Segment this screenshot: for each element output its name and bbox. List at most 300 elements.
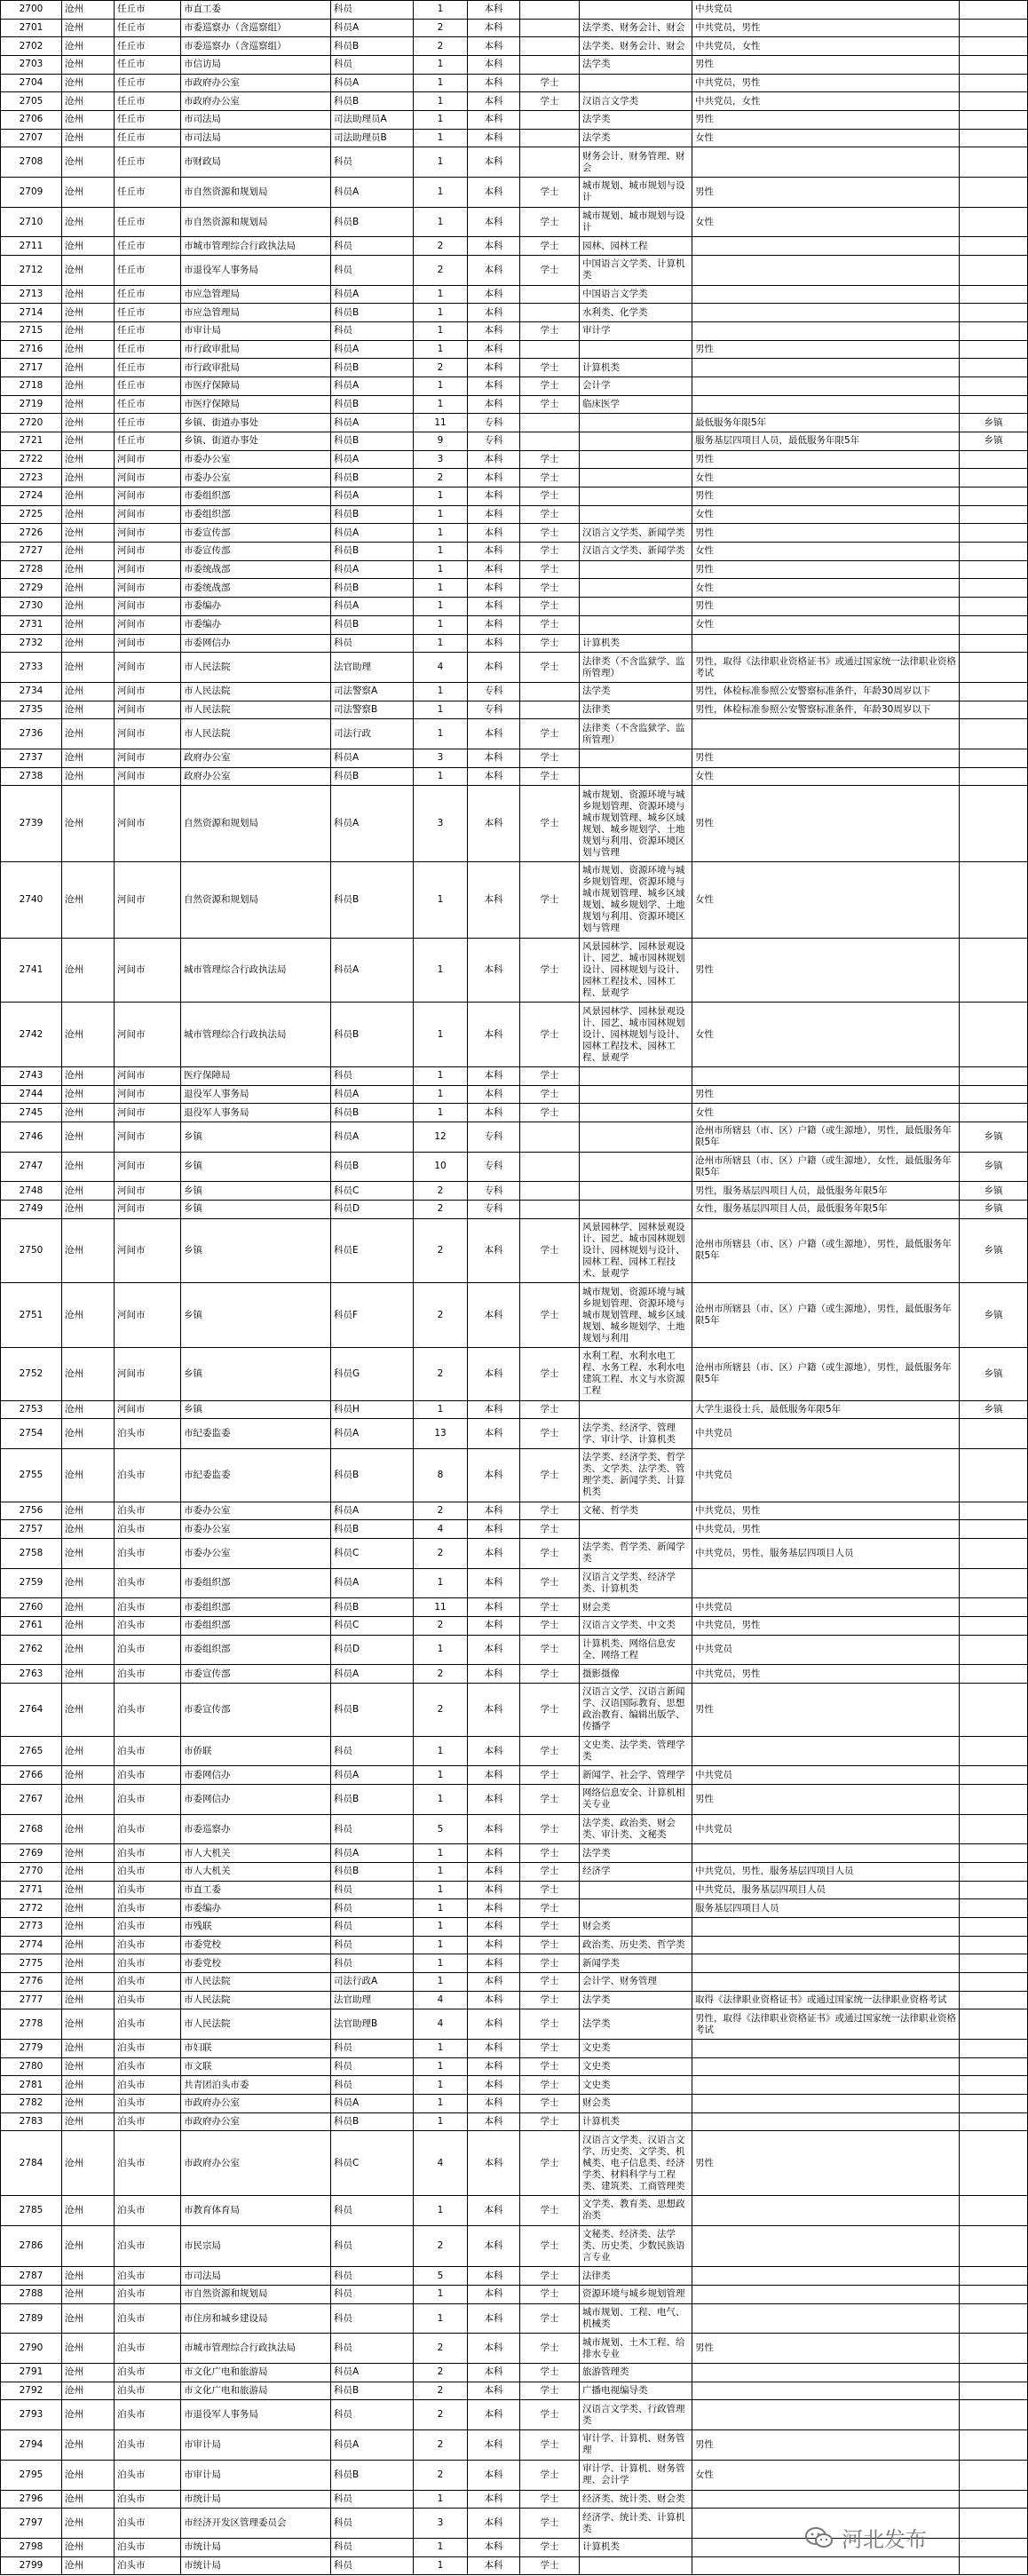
city-cell: 沧州 bbox=[62, 1814, 115, 1844]
table-row bbox=[1, 1936, 1028, 1954]
major-cell bbox=[580, 74, 692, 92]
department-cell: 市委编办 bbox=[181, 598, 331, 616]
department-cell: 乡镇 bbox=[181, 1200, 331, 1218]
education-cell: 专科 bbox=[468, 1200, 520, 1218]
county-cell: 泊头市 bbox=[115, 2303, 181, 2334]
department-cell: 乡镇 bbox=[181, 1182, 331, 1201]
major-cell: 城市规划、资源环境与城乡规划管理、资源环境与城市规划管理、城乡区域规划、城乡规划学、土地规划与利用 bbox=[580, 1283, 692, 1348]
degree-cell: 学士 bbox=[520, 1918, 580, 1937]
level-cell: 乡镇 bbox=[960, 1347, 1028, 1400]
position-cell: 科员B bbox=[331, 1684, 414, 1737]
education-cell: 本科 bbox=[468, 322, 520, 341]
education-cell: 本科 bbox=[468, 2057, 520, 2076]
serial-number-cell: 2734 bbox=[1, 682, 62, 701]
position-cell: 科员B bbox=[331, 1785, 414, 1815]
table-row bbox=[1, 56, 1028, 75]
department-cell: 市文化广电和旅游局 bbox=[181, 2364, 331, 2382]
serial-number-cell: 2797 bbox=[1, 2509, 62, 2539]
county-cell: 任丘市 bbox=[115, 147, 181, 178]
city-cell: 沧州 bbox=[62, 767, 115, 786]
education-cell: 本科 bbox=[468, 615, 520, 634]
major-cell: 文史类 bbox=[580, 2040, 692, 2058]
requirements-cell: 男性 bbox=[692, 2334, 960, 2364]
headcount-cell: 1 bbox=[414, 767, 468, 786]
department-cell: 市应急管理局 bbox=[181, 285, 331, 304]
table-row bbox=[1, 37, 1028, 56]
position-cell: 科员B bbox=[331, 432, 414, 451]
level-cell bbox=[960, 2509, 1028, 2539]
city-cell: 沧州 bbox=[62, 377, 115, 396]
table-row bbox=[1, 861, 1028, 938]
headcount-cell: 1 bbox=[414, 1635, 468, 1665]
department-cell: 市医疗保障局 bbox=[181, 395, 331, 414]
city-cell: 沧州 bbox=[62, 786, 115, 862]
requirements-cell bbox=[692, 2112, 960, 2131]
city-cell: 沧州 bbox=[62, 1283, 115, 1348]
requirements-cell: 女性 bbox=[692, 861, 960, 938]
city-cell: 沧州 bbox=[62, 92, 115, 111]
county-cell: 河间市 bbox=[115, 560, 181, 579]
requirements-cell: 男性 bbox=[692, 749, 960, 767]
requirements-cell bbox=[692, 2303, 960, 2334]
position-cell: 司法行政A bbox=[331, 1973, 414, 1992]
serial-number-cell: 2715 bbox=[1, 322, 62, 341]
major-cell: 经济学、统计类、计算机类 bbox=[580, 2509, 692, 2539]
city-cell: 沧州 bbox=[62, 74, 115, 92]
table-row bbox=[1, 1283, 1028, 1348]
county-cell: 任丘市 bbox=[115, 377, 181, 396]
education-cell: 本科 bbox=[468, 579, 520, 598]
requirements-cell bbox=[692, 2196, 960, 2226]
county-cell: 泊头市 bbox=[115, 1814, 181, 1844]
major-cell: 文秘类、经济类、法学类、历史类、少数民族语言专业 bbox=[580, 2225, 692, 2267]
major-cell: 网络信息安全、计算机相关专业 bbox=[580, 1785, 692, 1815]
table-row bbox=[1, 147, 1028, 178]
serial-number-cell: 2777 bbox=[1, 1991, 62, 2009]
degree-cell: 学士 bbox=[520, 487, 580, 506]
city-cell: 沧州 bbox=[62, 682, 115, 701]
department-cell: 市经济开发区管理委员会 bbox=[181, 2509, 331, 2539]
major-cell: 法学类、财务会计、财会 bbox=[580, 37, 692, 56]
city-cell: 沧州 bbox=[62, 450, 115, 469]
requirements-cell: 男性 bbox=[692, 340, 960, 359]
level-cell bbox=[960, 450, 1028, 469]
serial-number-cell: 2790 bbox=[1, 2334, 62, 2364]
table-row bbox=[1, 2382, 1028, 2400]
requirements-cell: 男性 bbox=[692, 450, 960, 469]
county-cell: 泊头市 bbox=[115, 1568, 181, 1598]
major-cell: 风景园林学、园林景观设计、园艺、城市园林规划设计、园林规划与设计、园林工程、园林工程技术、景观学 bbox=[580, 1218, 692, 1283]
department-cell: 市委组织部 bbox=[181, 505, 331, 524]
education-cell: 本科 bbox=[468, 1400, 520, 1419]
county-cell: 河间市 bbox=[115, 487, 181, 506]
city-cell: 沧州 bbox=[62, 256, 115, 286]
city-cell: 沧州 bbox=[62, 505, 115, 524]
major-cell: 汉语言文学类、新闻学类 bbox=[580, 543, 692, 561]
position-cell: 科员B bbox=[331, 207, 414, 237]
requirements-cell bbox=[692, 147, 960, 178]
headcount-cell: 1 bbox=[414, 340, 468, 359]
degree-cell bbox=[520, 19, 580, 37]
degree-cell bbox=[520, 340, 580, 359]
headcount-cell: 2 bbox=[414, 1200, 468, 1218]
major-cell bbox=[580, 2556, 692, 2575]
major-cell: 新闻学类 bbox=[580, 1954, 692, 1973]
degree-cell: 学士 bbox=[520, 2076, 580, 2095]
headcount-cell: 1 bbox=[414, 2538, 468, 2556]
major-cell: 计算机类、网络信息安全、网络工程 bbox=[580, 1635, 692, 1665]
level-cell bbox=[960, 2303, 1028, 2334]
level-cell: 乡镇 bbox=[960, 432, 1028, 451]
requirements-cell bbox=[692, 322, 960, 341]
headcount-cell: 1 bbox=[414, 1766, 468, 1785]
position-cell: 科员 bbox=[331, 56, 414, 75]
headcount-cell: 1 bbox=[414, 682, 468, 701]
county-cell: 任丘市 bbox=[115, 359, 181, 377]
position-cell: 司法行政 bbox=[331, 719, 414, 749]
county-cell: 泊头市 bbox=[115, 1419, 181, 1449]
position-cell: 科员A bbox=[331, 1502, 414, 1520]
serial-number-cell: 2737 bbox=[1, 749, 62, 767]
degree-cell: 学士 bbox=[520, 1568, 580, 1598]
serial-number-cell: 2750 bbox=[1, 1218, 62, 1283]
city-cell: 沧州 bbox=[62, 1122, 115, 1152]
major-cell: 汉语言文学类、新闻学类 bbox=[580, 524, 692, 543]
level-cell bbox=[960, 1766, 1028, 1785]
city-cell: 沧州 bbox=[62, 1936, 115, 1954]
major-cell: 中国语言文学类、计算机类 bbox=[580, 256, 692, 286]
department-cell: 政府办公室 bbox=[181, 749, 331, 767]
county-cell: 泊头市 bbox=[115, 1502, 181, 1520]
department-cell: 乡镇 bbox=[181, 1400, 331, 1419]
serial-number-cell: 2741 bbox=[1, 938, 62, 1003]
education-cell: 本科 bbox=[468, 129, 520, 147]
department-cell: 市自然资源和规划局 bbox=[181, 2286, 331, 2304]
level-cell bbox=[960, 2267, 1028, 2286]
department-cell: 市政府办公室 bbox=[181, 74, 331, 92]
position-cell: 科员B bbox=[331, 767, 414, 786]
position-cell: 科员 bbox=[331, 1814, 414, 1844]
county-cell: 泊头市 bbox=[115, 2538, 181, 2556]
city-cell: 沧州 bbox=[62, 701, 115, 719]
county-cell: 泊头市 bbox=[115, 1973, 181, 1992]
position-cell: 科员A bbox=[331, 377, 414, 396]
table-row bbox=[1, 938, 1028, 1003]
degree-cell: 学士 bbox=[520, 1899, 580, 1918]
position-cell: 科员B bbox=[331, 37, 414, 56]
city-cell: 沧州 bbox=[62, 1881, 115, 1899]
city-cell: 沧州 bbox=[62, 19, 115, 37]
degree-cell bbox=[520, 682, 580, 701]
requirements-cell bbox=[692, 634, 960, 653]
major-cell bbox=[580, 1400, 692, 1419]
county-cell: 任丘市 bbox=[115, 285, 181, 304]
county-cell: 河间市 bbox=[115, 938, 181, 1003]
serial-number-cell: 2724 bbox=[1, 487, 62, 506]
headcount-cell: 1 bbox=[414, 598, 468, 616]
department-cell: 市委组织部 bbox=[181, 1568, 331, 1598]
requirements-cell bbox=[692, 719, 960, 749]
requirements-cell: 男性 bbox=[692, 524, 960, 543]
position-cell: 科员A bbox=[331, 560, 414, 579]
degree-cell: 学士 bbox=[520, 1502, 580, 1520]
county-cell: 泊头市 bbox=[115, 2286, 181, 2304]
education-cell: 本科 bbox=[468, 1598, 520, 1617]
requirements-cell: 女性 bbox=[692, 543, 960, 561]
department-cell: 市退役军人事务局 bbox=[181, 2400, 331, 2430]
table-row bbox=[1, 1502, 1028, 1520]
position-cell: 科员D bbox=[331, 1200, 414, 1218]
education-cell: 专科 bbox=[468, 432, 520, 451]
county-cell: 河间市 bbox=[115, 767, 181, 786]
degree-cell: 学士 bbox=[520, 749, 580, 767]
table-row bbox=[1, 1182, 1028, 1201]
serial-number-cell: 2789 bbox=[1, 2303, 62, 2334]
position-cell: 科员 bbox=[331, 1936, 414, 1954]
headcount-cell: 2 bbox=[414, 1182, 468, 1201]
position-cell: 法官助理 bbox=[331, 1991, 414, 2009]
position-cell: 科员A bbox=[331, 2430, 414, 2461]
serial-number-cell: 2700 bbox=[1, 1, 62, 20]
education-cell: 本科 bbox=[468, 1785, 520, 1815]
headcount-cell: 2 bbox=[414, 1538, 468, 1568]
level-cell bbox=[960, 1899, 1028, 1918]
degree-cell: 学士 bbox=[520, 2400, 580, 2430]
level-cell bbox=[960, 938, 1028, 1003]
table-row bbox=[1, 701, 1028, 719]
department-cell: 市统计局 bbox=[181, 2556, 331, 2575]
table-row bbox=[1, 395, 1028, 414]
county-cell: 河间市 bbox=[115, 579, 181, 598]
headcount-cell: 1 bbox=[414, 615, 468, 634]
department-cell: 市司法局 bbox=[181, 129, 331, 147]
city-cell: 沧州 bbox=[62, 2556, 115, 2575]
major-cell bbox=[580, 1152, 692, 1182]
headcount-cell: 5 bbox=[414, 1814, 468, 1844]
education-cell: 本科 bbox=[468, 469, 520, 487]
headcount-cell: 1 bbox=[414, 92, 468, 111]
department-cell: 市委编办 bbox=[181, 615, 331, 634]
table-row bbox=[1, 2009, 1028, 2040]
requirements-cell bbox=[692, 2382, 960, 2400]
position-cell: 科员A bbox=[331, 1085, 414, 1104]
headcount-cell: 2 bbox=[414, 1502, 468, 1520]
table-row bbox=[1, 1616, 1028, 1635]
level-cell bbox=[960, 74, 1028, 92]
position-cell: 科员A bbox=[331, 524, 414, 543]
level-cell bbox=[960, 1066, 1028, 1085]
major-cell: 审计学、计算机、财务管理 bbox=[580, 2430, 692, 2461]
headcount-cell: 4 bbox=[414, 1520, 468, 1539]
headcount-cell: 3 bbox=[414, 450, 468, 469]
table-row bbox=[1, 1598, 1028, 1617]
level-cell bbox=[960, 37, 1028, 56]
department-cell: 市政府办公室 bbox=[181, 2095, 331, 2113]
department-cell: 市委组织部 bbox=[181, 1598, 331, 1617]
major-cell: 汉语言文学类、行政管理类 bbox=[580, 2400, 692, 2430]
position-cell: 科员E bbox=[331, 1218, 414, 1283]
city-cell: 沧州 bbox=[62, 1616, 115, 1635]
degree-cell: 学士 bbox=[520, 1844, 580, 1863]
county-cell: 泊头市 bbox=[115, 1448, 181, 1502]
level-cell: 乡镇 bbox=[960, 1200, 1028, 1218]
major-cell: 水利工程、水利水电工程、水务工程、水利水电建筑工程、水文与水资源工程 bbox=[580, 1347, 692, 1400]
serial-number-cell: 2722 bbox=[1, 450, 62, 469]
table-row bbox=[1, 2112, 1028, 2131]
serial-number-cell: 2796 bbox=[1, 2490, 62, 2509]
degree-cell bbox=[520, 1, 580, 20]
headcount-cell: 1 bbox=[414, 285, 468, 304]
department-cell: 市审计局 bbox=[181, 2430, 331, 2461]
table-row bbox=[1, 74, 1028, 92]
serial-number-cell: 2785 bbox=[1, 2196, 62, 2226]
department-cell: 市司法局 bbox=[181, 2267, 331, 2286]
level-cell bbox=[960, 1003, 1028, 1067]
table-row bbox=[1, 2556, 1028, 2575]
city-cell: 沧州 bbox=[62, 2382, 115, 2400]
department-cell: 市委组织部 bbox=[181, 487, 331, 506]
major-cell: 法学类、财务会计、财会 bbox=[580, 19, 692, 37]
education-cell: 专科 bbox=[468, 1122, 520, 1152]
degree-cell: 学士 bbox=[520, 1973, 580, 1992]
headcount-cell: 1 bbox=[414, 377, 468, 396]
city-cell: 沧州 bbox=[62, 2225, 115, 2267]
county-cell: 河间市 bbox=[115, 653, 181, 683]
headcount-cell: 4 bbox=[414, 653, 468, 683]
serial-number-cell: 2768 bbox=[1, 1814, 62, 1844]
degree-cell: 学士 bbox=[520, 1347, 580, 1400]
headcount-cell: 1 bbox=[414, 1003, 468, 1067]
major-cell bbox=[580, 414, 692, 432]
level-cell bbox=[960, 19, 1028, 37]
position-cell: 科员B bbox=[331, 304, 414, 322]
headcount-cell: 1 bbox=[414, 938, 468, 1003]
major-cell: 法学类 bbox=[580, 1991, 692, 2009]
level-cell bbox=[960, 2334, 1028, 2364]
serial-number-cell: 2748 bbox=[1, 1182, 62, 1201]
position-cell: 科员A bbox=[331, 414, 414, 432]
table-row bbox=[1, 340, 1028, 359]
table-row bbox=[1, 1448, 1028, 1502]
department-cell: 市委组织部 bbox=[181, 1616, 331, 1635]
city-cell: 沧州 bbox=[62, 1844, 115, 1863]
headcount-cell: 9 bbox=[414, 432, 468, 451]
level-cell bbox=[960, 2009, 1028, 2040]
department-cell: 市文联 bbox=[181, 2057, 331, 2076]
degree-cell: 学士 bbox=[520, 1104, 580, 1122]
degree-cell: 学士 bbox=[520, 634, 580, 653]
headcount-cell: 1 bbox=[414, 74, 468, 92]
major-cell: 法学类、哲学类、新闻学类 bbox=[580, 1538, 692, 1568]
county-cell: 河间市 bbox=[115, 1003, 181, 1067]
position-cell: 科员A bbox=[331, 2364, 414, 2382]
department-cell: 自然资源和规划局 bbox=[181, 786, 331, 862]
table-row bbox=[1, 2225, 1028, 2267]
table-row bbox=[1, 1122, 1028, 1152]
serial-number-cell: 2770 bbox=[1, 1863, 62, 1882]
major-cell: 城市规划、城市规划与设计 bbox=[580, 178, 692, 208]
degree-cell bbox=[520, 129, 580, 147]
position-cell: 科员A bbox=[331, 340, 414, 359]
table-row bbox=[1, 1200, 1028, 1218]
county-cell: 泊头市 bbox=[115, 2225, 181, 2267]
department-cell: 市委网信办 bbox=[181, 634, 331, 653]
position-cell: 科员 bbox=[331, 2303, 414, 2334]
table-row bbox=[1, 2364, 1028, 2382]
requirements-cell: 中共党员，男性 bbox=[692, 1616, 960, 1635]
department-cell: 市委巡察办 bbox=[181, 1814, 331, 1844]
city-cell: 沧州 bbox=[62, 861, 115, 938]
requirements-cell: 女性 bbox=[692, 1104, 960, 1122]
major-cell: 文学类、教育类、思想政治类 bbox=[580, 2196, 692, 2226]
level-cell bbox=[960, 1665, 1028, 1684]
requirements-cell bbox=[692, 256, 960, 286]
headcount-cell: 1 bbox=[414, 1863, 468, 1882]
requirements-cell: 男性 bbox=[692, 1684, 960, 1737]
major-cell: 法律类 bbox=[580, 701, 692, 719]
degree-cell: 学士 bbox=[520, 1881, 580, 1899]
headcount-cell: 1 bbox=[414, 129, 468, 147]
table-row bbox=[1, 1635, 1028, 1665]
requirements-cell bbox=[692, 2400, 960, 2430]
serial-number-cell: 2729 bbox=[1, 579, 62, 598]
department-cell: 市纪委监委 bbox=[181, 1419, 331, 1449]
requirements-cell: 沧州市所辖县（市、区）户籍（或生源地），男性，最低服务年限5年 bbox=[692, 1218, 960, 1283]
headcount-cell: 1 bbox=[414, 1066, 468, 1085]
education-cell: 本科 bbox=[468, 1448, 520, 1502]
position-cell: 科员 bbox=[331, 1918, 414, 1937]
headcount-cell: 3 bbox=[414, 749, 468, 767]
education-cell: 本科 bbox=[468, 598, 520, 616]
department-cell: 乡镇 bbox=[181, 1122, 331, 1152]
position-cell: 科员B bbox=[331, 2460, 414, 2490]
education-cell: 本科 bbox=[468, 1502, 520, 1520]
table-row bbox=[1, 2334, 1028, 2364]
serial-number-cell: 2753 bbox=[1, 1400, 62, 1419]
department-cell: 市委巡察办（含巡察组） bbox=[181, 37, 331, 56]
headcount-cell: 2 bbox=[414, 256, 468, 286]
degree-cell: 学士 bbox=[520, 377, 580, 396]
position-cell: 科员 bbox=[331, 2076, 414, 2095]
education-cell: 本科 bbox=[468, 395, 520, 414]
department-cell: 市妇联 bbox=[181, 2040, 331, 2058]
degree-cell: 学士 bbox=[520, 560, 580, 579]
table-row bbox=[1, 322, 1028, 341]
education-cell: 本科 bbox=[468, 1899, 520, 1918]
major-cell: 城市规划、土木工程、给排水专业 bbox=[580, 2334, 692, 2364]
level-cell bbox=[960, 1684, 1028, 1737]
headcount-cell: 1 bbox=[414, 2076, 468, 2095]
serial-number-cell: 2795 bbox=[1, 2460, 62, 2490]
education-cell: 本科 bbox=[468, 634, 520, 653]
position-cell: 科员 bbox=[331, 2267, 414, 2286]
watermark bbox=[804, 2522, 927, 2553]
county-cell: 泊头市 bbox=[115, 1635, 181, 1665]
education-cell: 本科 bbox=[468, 2303, 520, 2334]
headcount-cell: 11 bbox=[414, 414, 468, 432]
department-cell: 退役军人事务局 bbox=[181, 1085, 331, 1104]
level-cell: 乡镇 bbox=[960, 1283, 1028, 1348]
city-cell: 沧州 bbox=[62, 1, 115, 20]
major-cell: 计算机类 bbox=[580, 2112, 692, 2131]
requirements-cell bbox=[692, 2556, 960, 2575]
major-cell: 城市规划、城市规划与设计 bbox=[580, 207, 692, 237]
serial-number-cell: 2799 bbox=[1, 2556, 62, 2575]
county-cell: 泊头市 bbox=[115, 1538, 181, 1568]
position-cell: 科员G bbox=[331, 1347, 414, 1400]
requirements-cell: 女性 bbox=[692, 207, 960, 237]
major-cell: 审计学 bbox=[580, 322, 692, 341]
